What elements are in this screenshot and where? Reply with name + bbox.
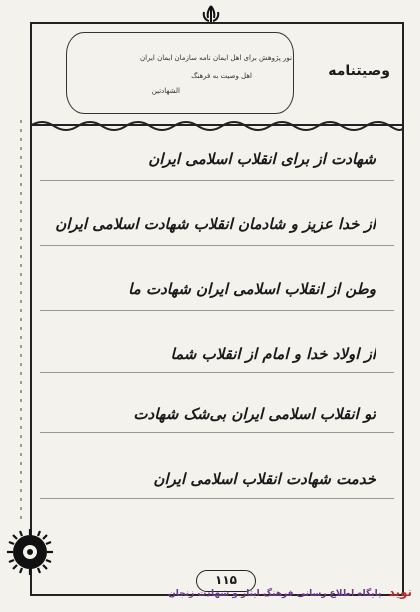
handwritten-line-4: از اولاد خدا و امام از انقلاب شما [170, 345, 376, 363]
ruled-line [40, 180, 394, 181]
handwritten-line-2: از خدا عزیز و شادمان انقلاب شهادت اسلامی ایران [55, 215, 376, 233]
handwritten-line-3: وطن از انقلاب اسلامی ایران شهادت ما [128, 280, 376, 298]
ruled-line [40, 245, 394, 246]
ruled-line [40, 498, 394, 499]
header-line-3: الشهادتین [151, 87, 180, 95]
watermark-text: پایگاه اطلاع رسانی فرهنگ ایثار و شهادت زنجان [168, 589, 382, 599]
ruled-line [40, 310, 394, 311]
will-title: وصیتنامه [328, 63, 390, 79]
header-line-2: اهل وصیت به فرهنگ [191, 72, 252, 80]
ruled-line [40, 432, 394, 433]
header-line-1: نور پژوهش برای اهل ایمان نامه سازمان ایمان ایران [140, 54, 292, 62]
handwritten-line-5: تو انقلاب اسلامی ایران بی‌شک شهادت [133, 405, 376, 423]
page-number: ۱۱۵ [196, 570, 256, 592]
watermark-brand: نوید [388, 585, 412, 599]
header-info-box [66, 32, 294, 114]
ruled-line [40, 372, 394, 373]
watermark [168, 585, 412, 599]
handwritten-line-6: خدمت شهادت انقلاب اسلامی ایران [153, 470, 376, 488]
stamp-icon [6, 528, 54, 576]
handwritten-line-1: شهادت از برای انقلاب اسلامی ایران [148, 150, 376, 168]
binding-holes [14, 120, 28, 520]
